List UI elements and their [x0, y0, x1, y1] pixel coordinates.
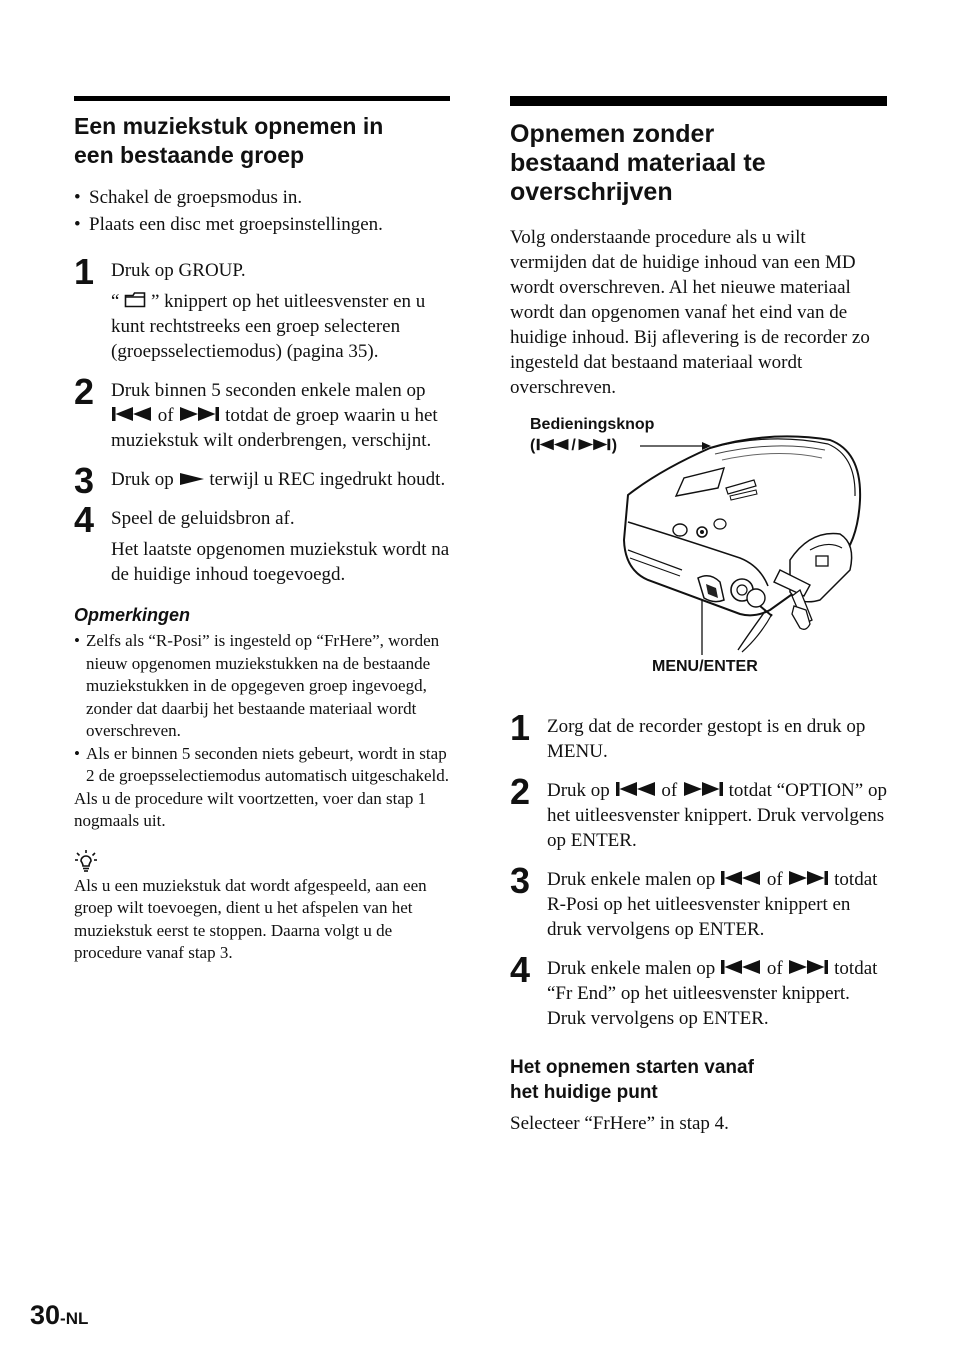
prev-track-icon [111, 406, 153, 422]
page-number: 30-NL [30, 1300, 89, 1330]
list-item: • Zelfs als “R-Posi” is ingesteld op “FrHere”, worden nieuw opgenomen muziekstukken na de bestaande muziekstukken in de opgegeven groep ingevoegd, zonder dat daarbij het bestaande materiaal wordt overschreven. [74, 630, 450, 743]
step-text: Druk binnen 5 seconden enkele malen op of totdat de groep waarin u het muziekstuk wilt onderbrengen, verschijnt. [111, 380, 438, 451]
step-number: 3 [74, 460, 95, 501]
step-2 [510, 771, 887, 853]
recorder-illustration [510, 410, 887, 700]
step-1 [74, 251, 450, 364]
hint-text: Als u een muziekstuk dat wordt afgespeeld, aan een groep wilt toevoegen, dient u het afspelen van het muziekstuk eerst te stoppen. Daarna volgt u de procedure vanaf stap 3. [74, 875, 427, 962]
notes-list [74, 630, 450, 788]
step-number: 2 [510, 771, 531, 812]
step-text: Druk enkele malen op of totdat R-Posi op het uitleesvenster knippert en druk vervolgens op ENTER. [547, 869, 878, 940]
step-1 [510, 707, 887, 764]
step-number: 3 [510, 860, 531, 901]
left-column [74, 96, 450, 965]
step-text: Zorg dat de recorder gestopt is en druk op MENU. [547, 716, 866, 762]
prev-track-icon [615, 781, 657, 797]
notes-title: Opmerkingen [74, 605, 191, 625]
step-subtext: Het laatste opgenomen muziekstuk wordt na de huidige inhoud toegevoegd. [111, 539, 450, 585]
step-text: Druk op GROUP. [111, 260, 246, 281]
list-item: • Als er binnen 5 seconden niets gebeurt, wordt in stap 2 de groepsselectiemodus automatisch uitgeschakeld. [74, 743, 450, 788]
group-folder-icon [124, 291, 146, 308]
sub-text: Selecteer “FrHere” in stap 4. [510, 1113, 729, 1134]
step-2 [74, 371, 450, 453]
list-item: • Schakel de groepsmodus in. [74, 184, 450, 211]
step-number: 1 [510, 707, 531, 748]
section-rule [510, 96, 887, 106]
right-column [510, 96, 887, 1136]
step-text: Druk op of totdat “OPTION” op het uitleesvenster knippert. Druk vervolgens op ENTER. [547, 780, 887, 851]
step-subtext: “ ” knippert op het uitleesvenster en u kunt rechtstreeks een groep selecteren (groepsselectiemodus) (pagina 35). [111, 291, 426, 362]
step-number: 4 [510, 949, 531, 990]
next-track-icon [178, 406, 220, 422]
step-4 [510, 949, 887, 1031]
step-3 [74, 460, 450, 501]
intro-paragraph: Volg onderstaande procedure als u wilt vermijden dat de huidige inhoud van een MD wordt overschreven. Al het nieuwe materiaal wordt dan opgenomen vanaf het eind van de huidige inhoud. Bij aflevering is de recorder zo ingesteld dat bestaand materiaal wordt overschreven. [510, 227, 870, 398]
section-rule [74, 96, 450, 101]
step-number: 4 [74, 499, 95, 540]
prerequisite-list [74, 184, 450, 238]
play-icon [179, 472, 205, 486]
section-heading-overwrite: Opnemen zonder bestaand materiaal te overschrijven [510, 120, 766, 206]
next-track-icon [787, 959, 829, 975]
prev-track-icon [720, 959, 762, 975]
step-text: Speel de geluidsbron af. [111, 508, 295, 529]
sub-heading-current-point: Het opnemen starten vanaf het huidige punt [510, 1057, 754, 1103]
list-item: • Plaats een disc met groepsinstellingen. [74, 211, 450, 238]
md-recorder-drawing [510, 410, 887, 700]
step-4 [74, 499, 450, 587]
step-text: Druk enkele malen op of totdat “Fr End” op het uitleesvenster knippert. Druk vervolgens op ENTER. [547, 958, 878, 1029]
step-text: Druk op terwijl u REC ingedrukt houdt. [111, 469, 446, 490]
next-track-icon [682, 781, 724, 797]
step-number: 2 [74, 371, 95, 412]
next-track-icon [787, 870, 829, 886]
section-heading-group: Een muziekstuk opnemen in een bestaande groep [74, 113, 384, 168]
menu-enter-label: MENU/ENTER [652, 658, 758, 675]
step-3 [510, 860, 887, 942]
note-continuation: Als u de procedure wilt voortzetten, voer dan stap 1 nogmaals uit. [74, 788, 427, 830]
control-knob-label: Bedieningsknop ( / ) [530, 416, 655, 454]
hint-bulb-icon [74, 849, 98, 873]
prev-track-icon [720, 870, 762, 886]
step-number: 1 [74, 251, 95, 292]
